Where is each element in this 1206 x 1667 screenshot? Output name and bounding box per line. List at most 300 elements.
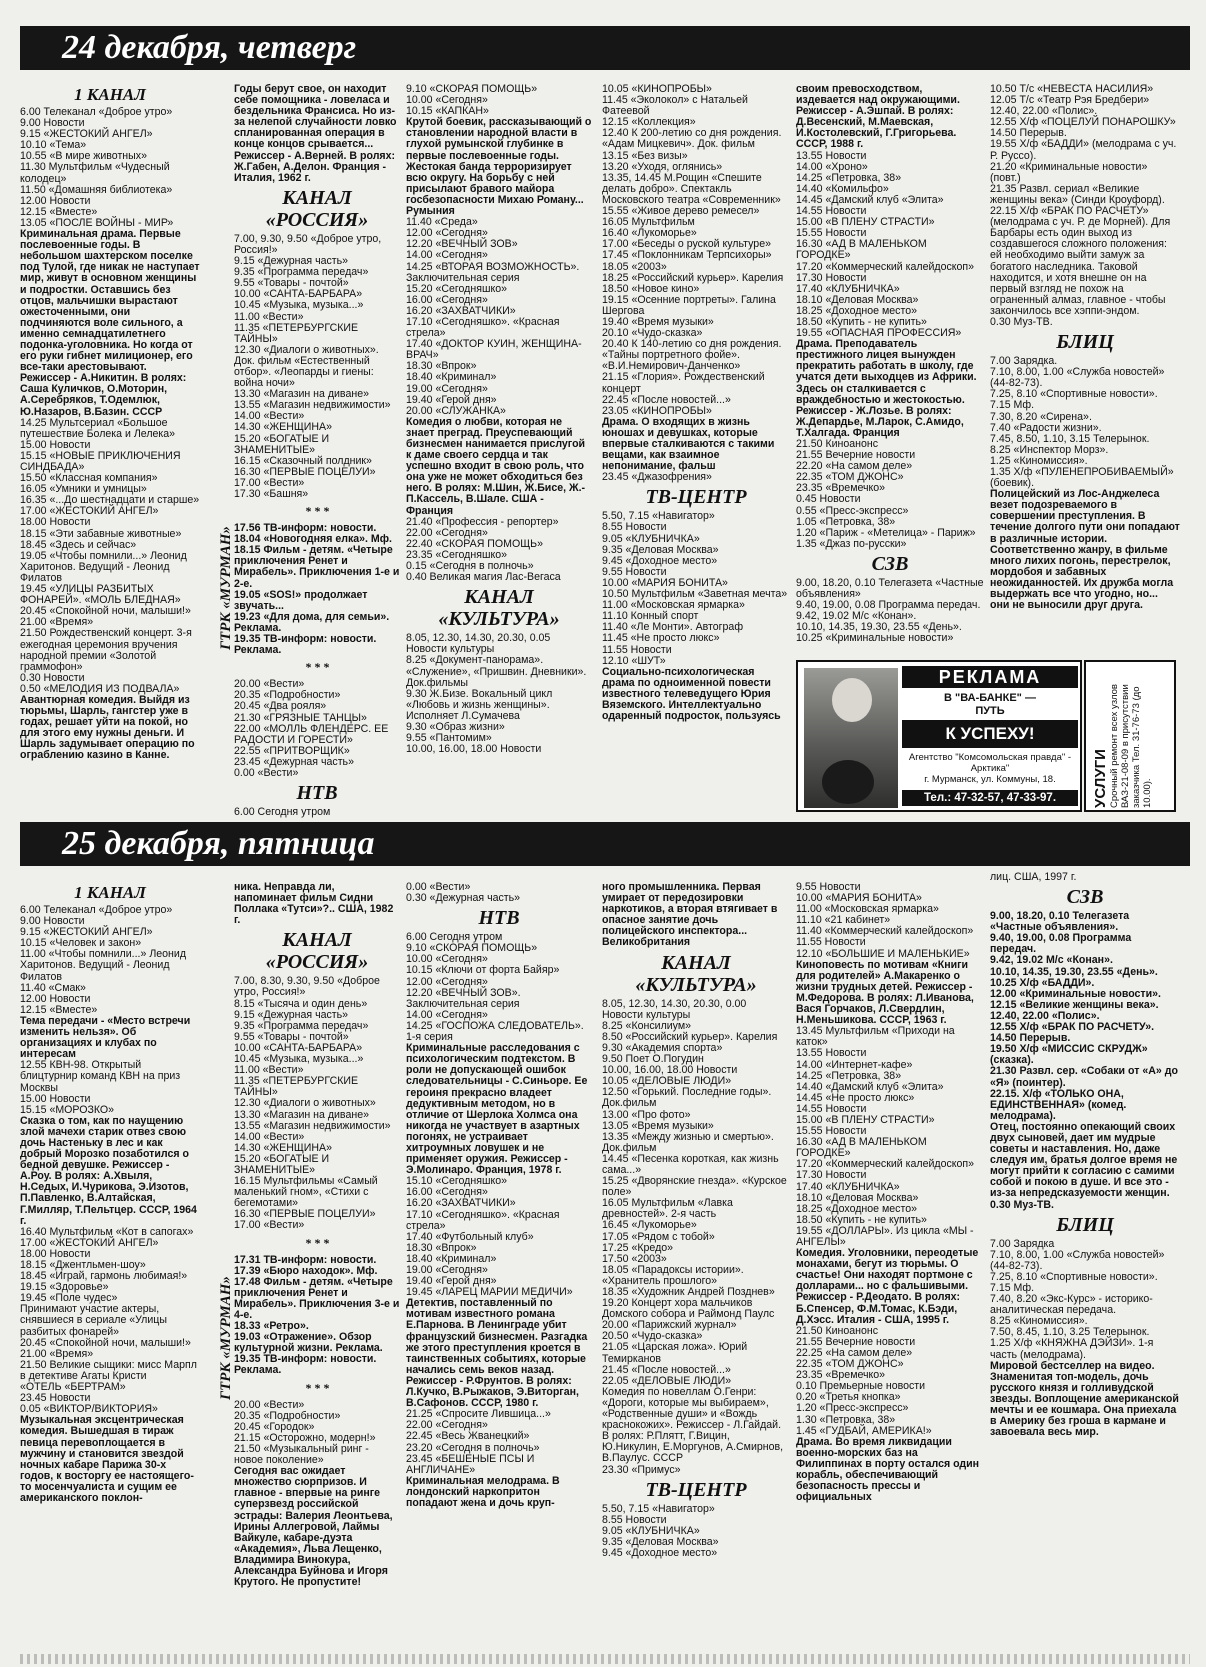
program-item: 19.00 «Сегодня»	[406, 1264, 488, 1276]
program-item: 8.50 «Российский курьер». Карелия	[602, 1030, 778, 1043]
channel-heading: НТВ	[478, 907, 520, 930]
program-item: 21.50 «Музыкальный ринг - новое поколение»	[234, 1442, 372, 1467]
program-item: 1.25 Х/ф «КНЯЖНА ДЭЙЗИ». 1-я часть (мелодрама).	[990, 1337, 1157, 1361]
program-item: 9.30 «Образ жизни»	[406, 720, 505, 733]
services-ad	[1084, 660, 1176, 812]
program-description: 12.15 «Великие женщины века».	[990, 998, 1159, 1011]
program-item: 15.25 «Дворянские гнезда». «Курское поле»	[602, 1175, 790, 1199]
program-item: 14.00 «Вести»	[234, 410, 305, 423]
program-item: 12.20 «ВЕЧНЫЙ ЗОВ». Заключительная серия	[406, 986, 524, 1010]
program-item: 1.05 «Петровка, 38»	[796, 515, 896, 528]
program-item: 12.40 К 200-летию со дня рождения. «Адам Мицкевич». Док. фильм	[602, 127, 785, 151]
program-item: 19.55 «ДОЛЛАРЫ». Из цикла «МЫ - АНГЕЛЫ»	[796, 1224, 977, 1248]
program-item: 11.40 «Ле Монти». Автограф	[602, 621, 744, 634]
program-item: 14.25 «Петровка, 38»	[796, 171, 902, 184]
channel-heading: КАНАЛ «КУЛЬТУРА»	[438, 586, 560, 631]
program-item: 0.00 «Вести»	[406, 881, 471, 893]
program-description: 18.15 Фильм - детям. «Четыре приключения Ренет и Мирабель». Приключения 1-е и 2-е.	[234, 544, 403, 590]
program-item: 13.30 «Магазин на диване»	[234, 388, 369, 401]
program-item: 18.25 «Российский курьер». Карелия	[602, 271, 784, 284]
program-item: 6.00 Телеканал «Доброе утро»	[20, 106, 173, 118]
program-item: 21.15 «Осторожно, модерн!»	[234, 1431, 376, 1444]
program-description: Сказка о том, как по наущению злой мачехи старик отвез свою дочь Настеньку в лес и как добрый Морозко позаботился о бедной девушке. Режиссер - А.Роу. В ролях: А.Хвыля, Н.Седых, И.Чурикова, Э.Изотов, П.Павленко, В.Алтайская, Г.Милляр, Т.Пельтцер. СССР, 1964 г.	[20, 1114, 200, 1227]
program-item: 22.45 «Весь Жванецкий»	[406, 1430, 530, 1443]
program-item: Комедия по новеллам О.Генри: «Дороги, которые мы выбираем», «Родственные души» и «Вождь краснокожих». Режиссер - Л.Гайдай. В ролях: Р.Плятт, Г.Вицин, Ю.Никулин, Е.Моргунов, А.Смирнов, В.Паулус. СССР	[602, 1385, 787, 1465]
program-item: 11.30 Мультфильм «Чудесный колодец»	[20, 161, 173, 185]
services-text: Срочный ремонт всех узлов ВАЗ-21-08-09 в присутствии заказчика Тел. 31-76-73 (до 10.00).	[1109, 684, 1153, 808]
program-item: 14.25 Мультсериал «Большое путешествие Болека и Лелека»	[20, 416, 176, 440]
channel-heading: 1 КАНАЛ	[74, 85, 146, 104]
program-description: Полицейский из Лос-Анджелеса везет подозреваемого в совершении преступления. В течение долгого пути они попадают в различные истории. Соответственно жанру, в фильме много лихих погонь, перестрелок, мордобоя и забавных неожиданностей. Их дружба могла выдержать все что угодно, но... они не выносили друг друга.	[990, 488, 1183, 612]
program-item: 11.50 «Домашняя библиотека»	[20, 183, 173, 196]
program-item: 0.30 «Дежурная часть»	[406, 892, 521, 905]
program-item: 10.50 Мультфильм «Заветная мечта»	[602, 588, 788, 601]
program-item: 16.00 «Сегодня»	[406, 1186, 488, 1199]
program-item: 22.20 «На самом деле»	[796, 460, 913, 473]
program-item: 10.15 «Ключи от форта Байяр»	[406, 964, 560, 977]
program-item: 9.42, 19.02 М/с «Конан».	[796, 610, 917, 623]
program-item: 11.45 «Не просто люкс»	[602, 632, 720, 645]
program-item: 0.20 «Третья кнопка»	[796, 1391, 901, 1404]
program-item: 0.30 Новости	[20, 671, 85, 684]
program-item: 12.20 «ВЕЧНЫЙ ЗОВ»	[406, 238, 518, 251]
program-item: 18.05 «2003»	[602, 260, 667, 273]
program-item: 0.10 Премьерные новости	[796, 1380, 926, 1393]
program-item: 16.30 «ПЕРВЫЕ ПОЦЕЛУИ»	[234, 465, 376, 478]
program-item: 1.35 Х/ф «ПУЛЕНЕПРОБИВАЕМЫЙ» (боевик).	[990, 466, 1177, 490]
program-item: 0.55 «Пресс-экспресс»	[796, 504, 909, 517]
day2-column-1	[20, 882, 200, 1652]
program-item: 9.30 «Академия спорта»	[602, 1041, 723, 1054]
program-item: 10.10, 14.35, 19.30, 23.55 «День».	[796, 621, 962, 634]
program-item: 21.05 «Царская ложа». Юрий Темирканов	[602, 1341, 751, 1365]
program-item: 22.45 «После новостей...»	[602, 393, 731, 406]
program-description: Сегодня вас ожидает множество сюрпризов. И главное - впервые на ринге суперзвезд российской эстрады: Валерия Леонтьева, Ирины Аллегровой, Лаймы Вайкуле, кабаре-дуэта «Академия», Льва Лещенко, Владимира Винокура, Александра Буйнова и Игоря Крутого. Не пропустите!	[234, 1465, 396, 1589]
program-item: 9.00 Новости	[20, 117, 85, 130]
program-description: Социально-психологическая драма по одноименной повести известного телеведущего Юрия Вяземского. Интеллектуально одаренный подросток, пользуясь	[602, 665, 781, 723]
program-description: Музыкальная эксцентрическая комедия. Вышедшая в тираж певица перевоплощается в мужчину и становится звездой ночных кабаре Парижа 30-х годов, к восторгу ее настоящего-то мосенчуалиста и сущим ее американского поклон-	[20, 1414, 194, 1504]
program-item: 13.05 «ПОСЛЕ ВОЙНЫ - МИР»	[20, 216, 174, 229]
program-item: 16.20 «ЗАХВАТЧИКИ»	[406, 304, 516, 317]
program-item: 9.05 «КЛУБНИЧКА»	[602, 532, 700, 545]
program-item: 9.55 Новости	[602, 565, 667, 578]
program-item: 10.15 «КАПКАН»	[406, 105, 489, 118]
day2-column-6	[990, 872, 1180, 1652]
channel-heading: КАНАЛ «РОССИЯ»	[265, 186, 369, 231]
program-item: 15.20 «БОГАТЫЕ И ЗНАМЕНИТЫЕ»	[234, 432, 333, 456]
program-item: 7.00 Зарядка.	[990, 355, 1058, 368]
program-item: 0.00 «Вести»	[234, 766, 299, 779]
program-item: 9.55 Новости	[796, 881, 861, 893]
program-item: 1.35 «Джаз по-русски»	[796, 537, 907, 550]
program-item: 16.15 «Сказочный полдник»	[234, 454, 372, 467]
program-item: 19.15 «Осенние портреты». Галина Шергова	[602, 293, 779, 317]
services-title: УСЛУГИ	[1092, 749, 1109, 808]
program-item: 12.30 «Диалоги о животных». Док. фильм «Естественный отбор». «Леопарды и гиены: война ночи»	[234, 343, 382, 390]
program-item: лиц. США, 1997 г.	[990, 871, 1077, 883]
program-description: 12.40, 22.00 «Полис».	[990, 1009, 1100, 1022]
program-item: 20.00 «СЛУЖАНКА»	[406, 404, 506, 417]
program-item: 11.00 «Вести»	[234, 310, 304, 323]
program-item: 22.55 «ПРИТВОРЩИК»	[234, 744, 350, 757]
day1-column-4	[602, 84, 790, 810]
day2-column-2	[214, 881, 403, 1652]
program-item: 9.40, 19.00, 0.08 Программа передач.	[796, 599, 981, 612]
program-item: 13.20 «Уходя, оглянись»	[602, 160, 723, 173]
program-description: 17.31 ТВ-информ: новости.	[234, 1253, 377, 1266]
program-item: 7.40 «Радости жизни».	[990, 421, 1102, 434]
program-item: 22.15 Х/ф «БРАК ПО РАСЧЕТУ» (мелодрама с уч. Р. де Морней). Для Барбары есть один выход из создавшегося сложного положения: ей необходимо выйти замуж за богатого наследника. Таковой находится, и хотя внешне он на первый взгляд не похож на ограненный алмаз, главное - чтобы закончилось все хэппи-эндом.	[990, 205, 1174, 317]
program-description: Детектив, поставленный по мотивам известного романа Е.Парнова. В Ленинграде убит французский бизнесмен. Разгадка же этого преступления кроется в таинственных событиях, которые начались семь веков назад. Режиссер - Р.Фрунтов. В ролях: Л.Кучко, В.Рыжаков, Э.Виторган, В.Сафонов. СССР, 1980 г.	[406, 1297, 591, 1410]
program-item: 10.00 «МАРИЯ БОНИТА»	[602, 576, 728, 589]
program-item: 14.00 «Сегодня»	[406, 1008, 488, 1021]
program-item: 21.00 «Время»	[20, 1347, 94, 1360]
day2-column-4	[602, 882, 790, 1652]
program-item: 12.10 «БОЛЬШИЕ И МАЛЕНЬКИЕ»	[796, 947, 970, 960]
program-item: 13.55 «Магазин недвижимости»	[234, 1119, 391, 1132]
program-item: 16.35 «...До шестнадцати и старше»	[20, 494, 200, 507]
program-item: 18.45 «Здесь и сейчас»	[20, 538, 137, 551]
program-item: 0.50 «МЕЛОДИЯ ИЗ ПОДВАЛА»	[20, 682, 180, 695]
program-item: 20.45 «Два рояля»	[234, 700, 327, 713]
program-item: 14.00 «Интернет-кафе»	[796, 1058, 913, 1071]
program-item: 7.15 Мф.	[990, 1282, 1035, 1294]
program-item: 12.55 КВН-98. Открытый блицтурнир команд КВН на приз Москвы	[20, 1059, 184, 1094]
program-item: 19.40 «Герой дня»	[406, 393, 497, 406]
program-item: 7.45, 8.50, 1.10, 3.15 Телерынок.	[990, 432, 1150, 445]
program-item: 18.30 «Впрок»	[406, 1241, 477, 1254]
program-item: 23.35 «Времечко»	[796, 482, 886, 495]
program-description: Комедия. Уголовники, переодетые монахами, бегут из тюрьмы. О счастье! Они находят портмоне с долларами... но с фальшивыми. Режиссер - Р.Деодато. В ролях: Б.Спенсер, Ф.М.Томас, К.Бэди, Д.Хэсс. Италия - США, 1995 г.	[796, 1247, 982, 1326]
program-item: 22.05 «ДЕЛОВЫЕ ЛЮДИ»	[602, 1374, 732, 1387]
program-item: 12.05 Т/с «Театр Рэя Бредбери»	[990, 94, 1150, 107]
program-item: 15.20 «БОГАТЫЕ И ЗНАМЕНИТЫЕ»	[234, 1152, 333, 1176]
channel-heading: КАНАЛ «КУЛЬТУРА»	[635, 951, 757, 996]
advertisement-block	[796, 660, 1082, 812]
program-item: 6.00 Сегодня утром	[406, 931, 503, 944]
program-item: 20.45 «Спокойной ночи, малыши!»	[20, 1336, 191, 1349]
program-description: Тема передачи - «Место встречи изменить нельзя». Об организациях и клубах по интересам	[20, 1014, 194, 1061]
program-description: 12.00 «Криминальные новости».	[990, 987, 1161, 1000]
program-item: 0.45 Новости	[796, 493, 861, 506]
day1-column-2	[214, 83, 403, 819]
program-item: 14.25 «Петровка, 38»	[796, 1069, 902, 1082]
program-item: 16.30 «АД В МАЛЕНЬКОМ ГОРОДКЕ»	[796, 1136, 930, 1160]
program-item: 15.00 «В ПЛЕНУ СТРАСТИ»	[796, 216, 935, 229]
program-item: 9.15 «Дежурная часть»	[234, 1008, 349, 1021]
program-item: 11.35 «ПЕТЕРБУРГСКИЕ ТАЙНЫ»	[234, 321, 362, 345]
program-item: 6.00 Сегодня утром	[234, 806, 331, 819]
program-item: 18.40 «Криминал»	[406, 1252, 497, 1265]
day2-column-5	[796, 882, 984, 1652]
program-description: Киноповесть по мотивам «Книги для родителей» А.Макаренко о жизни трудных детей. Режиссер - М.Федорова. В ролях: Л.Иванова, Вася Горчаков, Л.Свердлин, Н.Меньшикова. СССР, 1963 г.	[796, 958, 977, 1027]
program-item: 18.25 «Доходное место»	[796, 304, 917, 317]
program-item: 23.20 «Сегодня в полночь»	[406, 1441, 540, 1454]
program-item: 9.55 «Пантомим»	[406, 732, 492, 745]
program-item: 20.10 «Чудо-сказка»	[602, 327, 703, 340]
program-item: 12.15 «Вместе»	[20, 1003, 98, 1016]
murman-label: ГТРК «МУРМАН»	[218, 526, 234, 650]
program-item: 17.10 «Сегодняшко». «Красная стрела»	[406, 1208, 563, 1232]
program-item: 23.35 «Сегодняшко»	[406, 548, 507, 561]
program-item: 17.05 «Рядом с тобой»	[602, 1230, 715, 1243]
program-item: 11.10 Конный спорт	[602, 610, 699, 623]
program-description: 14.50 Перерыв.	[990, 1032, 1071, 1045]
program-item: 18.30 «Впрок»	[406, 360, 477, 373]
program-item: 16.05 Мультфильм	[602, 216, 695, 229]
program-item: 12.50 «Горький. Последние годы». Док.фильм	[602, 1086, 775, 1110]
program-item: 17.40 «Футбольный клуб»	[406, 1230, 534, 1243]
ad-headline: К УСПЕХУ!	[902, 720, 1078, 748]
channel-heading: БЛИЦ	[1056, 331, 1114, 354]
program-item: 18.00 Новости	[20, 516, 91, 529]
separator: * * *	[305, 504, 329, 519]
program-item: 20.45 «Спокойной ночи, малыши!»	[20, 605, 191, 618]
program-item: 22.00 «МОЛЛЬ ФЛЕНДЕРС. ЕЕ РАДОСТИ И ГОРЕСТИ»	[234, 722, 392, 746]
program-item: 7.25, 8.10 «Спортивные новости».	[990, 388, 1158, 401]
program-item: 20.40 К 140-летию со дня рождения. «Тайны портретного фойе». «В.И.Немирович-Данченко»	[602, 338, 785, 373]
program-item: 22.25 «На самом деле»	[796, 1346, 913, 1359]
separator: * * *	[305, 1380, 329, 1395]
program-item: 22.35 «ТОМ ДЖОНС»	[796, 471, 904, 484]
program-item: 19.40 «Герой дня»	[406, 1275, 497, 1288]
program-item: 22.40 «СКОРАЯ ПОМОЩЬ»	[406, 537, 543, 550]
program-item: 23.30 «Примус»	[602, 1463, 681, 1476]
program-item: 16.30 «АД В МАЛЕНЬКОМ ГОРОДКЕ»	[796, 238, 930, 262]
program-item: 20.35 «Подробности»	[234, 1409, 341, 1422]
program-item: 9.15 «Дежурная часть»	[234, 255, 349, 268]
program-item: 11.40 «Коммерческий калейдоскоп»	[796, 925, 974, 938]
program-item: 7.25, 8.10 «Спортивные новости».	[990, 1270, 1158, 1283]
program-item: 13.55 Новости	[796, 149, 867, 162]
program-item: 18.45 «Играй, гармонь любимая!»	[20, 1270, 188, 1283]
ad-line: В "ВА-БАНКЕ" — ПУТЬ	[944, 692, 1036, 717]
program-item: 9.35 «Программа передач»	[234, 266, 369, 279]
program-item: 14.30 «ЖЕНЩИНА»	[234, 1141, 332, 1154]
program-item: 7.00 Зарядка	[990, 1237, 1055, 1250]
program-description: Мировой бестселлер на видео. Знаменитая топ-модель, дочь русского князя и голливудской звезды. Воплощение американской мечты и ее кошмара. Она приехала в Америку без гроша в кармане и завоевала весь мир.	[990, 1359, 1182, 1439]
program-description: 9.42, 19.02 М/с «Конан».	[990, 954, 1113, 967]
program-description: 18.33 «Ретро».	[234, 1320, 309, 1333]
channel-heading: ТВ-ЦЕНТР	[645, 1478, 747, 1501]
program-item: 0.40 Великая магия Лас-Вегаса	[406, 571, 561, 584]
program-description: 10.10, 14.35, 19.30, 23.55 «День».	[990, 965, 1158, 978]
program-item: 15.20 «Сегодняшко»	[406, 282, 507, 295]
program-item: 14.25 «ГОСПОЖА СЛЕДОВАТЕЛЬ». 1-я серия	[406, 1019, 587, 1044]
program-item: 11.10 «21 кабинет»	[796, 914, 891, 927]
program-description: 19.50 Х/ф «МИССИС СКРУДЖ» (сказка).	[990, 1043, 1151, 1067]
program-description: Драма. Преподаватель престижного лицея вынужден прекратить работать в школу, где учатся дети выходцев из Африки. Здесь он сталкивается с враждебностью и жестокостью. Режиссер - Ж.Лозье. В ролях: Ж.Депардье, М.Ларок, С.Амидо, Т.Халгада. Франция	[796, 338, 980, 439]
program-item: 18.35 «Художник Андрей Позднев»	[602, 1286, 775, 1298]
program-item: 13.45 Мультфильм «Приходи на каток»	[796, 1025, 958, 1049]
program-description: Крутой боевик, рассказывающий о становлении народной власти в глухой румынской глубинке в первые послевоенные годы. Жестокая банда терроризирует всю округу. На борьбу с ней присылают бравого майора госбезопасности Михаю Роману... Румыния	[406, 116, 595, 218]
program-item: 11.40 «Смак»	[20, 981, 86, 994]
program-item: 13.15 «Без визы»	[602, 149, 688, 162]
program-item: 21.35 Развл. сериал «Великие женщины века» (Синди Кроуфорд).	[990, 182, 1165, 206]
program-item: 8.25 «Документ-панорама». «Служение», «Пришвин. Дневники». Док.фильмы	[406, 654, 590, 689]
separator: * * *	[305, 660, 329, 675]
program-description: Комедия о любви, которая не знает преград. Преуспевающий бизнесмен нанимается прислугой к даме своего сердца и так успешно входит в свою роль, что она уже не может обходиться без него. В ролях: М.Шин, Ж.Бисе, Ж.-П.Кассель, В.Шале. США - Франция	[406, 415, 589, 517]
program-item: 8.55 Новости	[602, 1513, 667, 1526]
program-item: 21.50 Киноанонс	[796, 1324, 879, 1337]
program-item: 21.45 «После новостей...»	[602, 1363, 731, 1376]
program-item: 11.35 «ПЕТЕРБУРГСКИЕ ТАЙНЫ»	[234, 1075, 362, 1099]
program-item: 13.05 «Время музыки»	[602, 1119, 714, 1132]
program-item: 13.00 «Про фото»	[602, 1108, 691, 1121]
program-item: 11.45 «Эколокол» с Натальей Фатеевой	[602, 94, 751, 118]
program-item: 12.00 Новости	[20, 194, 91, 207]
program-description: Отец, постоянно опекающий своих двух сыновей, дает им мудрые советы и наставления. Но, даже следуя им, братья долгое время не могут прийти к согласию с самими собой и покою в душе. И все это - из-за непредсказуемости женщин.	[990, 1120, 1181, 1200]
program-item: 7.15 Мф.	[990, 399, 1035, 412]
program-item: 1.45 «ГУДБАЙ, АМЕРИКА!»	[796, 1424, 932, 1437]
program-item: 8.05, 12.30, 14.30, 20.30, 0.00 Новости культуры	[602, 997, 750, 1021]
program-item: 15.55 «Живое дерево ремесел»	[602, 205, 760, 218]
program-item: 15.10 «Сегодняшко»	[406, 1175, 507, 1188]
program-description: 19.05 «SOS!» продолжает звучать...	[234, 588, 371, 612]
program-item: 9.50 Поет О.Погудин	[602, 1053, 704, 1066]
program-description: Авантюрная комедия. Выйдя из тюрьмы, Шарль, гангстер уже в годах, решает уйти на покой, но для этого ему нужны деньги. И Шарль задумывает операцию по ограблению казино в Канне.	[20, 693, 198, 762]
program-item: Принимают участие актеры, снявшиеся в сериале «Улицы разбитых фонарей»	[20, 1303, 170, 1338]
program-item: 13.35, 14.45 М.Рощин «Спешите делать добро». Спектакль Московского театра «Современник»	[602, 171, 781, 206]
program-description: своим превосходством, издевается над окружающими. Режиссер - А.Эшпай. В ролях: Д.Весенский, М.Маевская, И.Костолевский, Г.Григорьева. СССР, 1988 г.	[796, 83, 963, 151]
program-description: 10.25 Х/ф «БАДДИ».	[990, 976, 1095, 989]
day1-column-3	[406, 83, 595, 810]
program-item: 19.40 «Время музыки»	[602, 315, 714, 328]
program-item: 9.45 «Доходное место»	[602, 554, 718, 567]
program-item: 17.45 «Поклонникам Терпсихоры»	[602, 249, 772, 262]
program-item: 15.00 Новости	[20, 1092, 91, 1105]
program-item: 9.55 «Товары - почтой»	[234, 277, 349, 290]
program-description: 21.30 Развл. сер. «Собаки от «А» до «Я» (поинтер).	[990, 1065, 1181, 1089]
program-item: 11.00 «Вести»	[234, 1064, 304, 1077]
program-item: 17.30 Новости	[796, 1169, 867, 1182]
program-item: 21.15 «Глория». Рождественский концерт	[602, 371, 768, 395]
program-item: 8.25 «Консилиум»	[602, 1019, 692, 1032]
program-item: 5.50, 7.15 «Навигатор»	[602, 510, 715, 523]
program-item: 11.55 Новости	[796, 936, 866, 949]
program-description: 17.39 «Бюро находок». Мф.	[234, 1264, 378, 1277]
day2-column-3	[406, 882, 592, 1652]
program-item: 17.00 «Беседы о руской культуре»	[602, 238, 771, 251]
page-bottom-edge	[20, 1654, 1190, 1664]
program-item: 9.35 «Программа передач»	[234, 1019, 369, 1032]
program-description: ника. Неправда ли, напоминает фильм Сидни Поллака «Тутси»?.. США, 1982 г.	[234, 881, 397, 927]
program-item: 14.30 «ЖЕНЩИНА»	[234, 421, 332, 434]
day-banner-dec25	[20, 822, 1190, 866]
program-item: 12.40, 22.00 «Полис».	[990, 105, 1098, 118]
program-item: 22.00 «Сегодня»	[406, 1419, 488, 1432]
channel-heading: НТВ	[296, 782, 338, 805]
program-item: 11.00 «Московская ярмарка»	[602, 599, 745, 612]
program-description: 19.35 ТВ-информ: новости. Реклама.	[234, 1353, 380, 1377]
program-item: 9.10 «СКОРАЯ ПОМОЩЬ»	[406, 942, 538, 955]
ad-agency: Агентство "Комсомольская правда" - Арктика" г. Мурманск, ул. Коммуны, 18.	[908, 752, 1072, 785]
program-item: 7.50, 8.45, 1.10, 3.25 Телерынок.	[990, 1326, 1150, 1339]
program-item: 20.35 «Подробности»	[234, 689, 341, 702]
program-item: 7.10, 8.00, 1.00 «Служба новостей» (44-82-73).	[990, 366, 1168, 390]
program-item: 18.00 Новости	[20, 1247, 91, 1260]
program-item: 14.55 Новости	[796, 1102, 867, 1115]
program-item: 12.15 «Коллекция»	[602, 116, 696, 129]
program-item: 12.30 «Диалоги о животных»	[234, 1097, 376, 1110]
program-item: 16.45 «Лукоморье»	[602, 1219, 697, 1232]
program-item: 17.00 «ЖЕСТОКИЙ АНГЕЛ»	[20, 505, 159, 518]
program-item: 11.00 «Чтобы помнили...» Леонид Харитонов. Ведущий - Леонид Филатов	[20, 948, 189, 983]
program-item: 10.55 «В мире животных»	[20, 150, 147, 163]
program-item: 9.30 Ж.Бизе. Вокальный цикл «Любовь и жизнь женщины». Исполняет Л.Сумачева	[406, 687, 556, 722]
program-item: 15.15 «НОВЫЕ ПРИКЛЮЧЕНИЯ СИНДБАДА»	[20, 449, 184, 473]
ad-phone: Тел.: 47-32-57, 47-33-97.	[902, 790, 1078, 806]
program-item: 10.50 Т/с «НЕВЕСТА НАСИЛИЯ»	[990, 83, 1154, 95]
program-item: 1.20 «Пресс-экспресс»	[796, 1402, 909, 1415]
program-item: 14.40 «Комильфо»	[796, 182, 889, 195]
program-item: 11.55 Новости	[602, 643, 672, 656]
program-item: 12.55 Х/ф «ПОЦЕЛУЙ ПОНАРОШКУ»	[990, 116, 1176, 129]
program-description: Драма. О входящих в жизнь юношах и девушках, которые впервые сталкиваются с такими вещами, как взаимное непонимание, фальш	[602, 415, 778, 473]
program-item: 10.00 «МАРИЯ БОНИТА»	[796, 892, 922, 905]
program-item: 10.00, 16.00, 18.00 Новости	[406, 743, 542, 756]
program-item: 10.00 «САНТА-БАРБАРА»	[234, 288, 363, 301]
day1-column-6	[990, 83, 1183, 654]
program-item: 0.15 «Сегодня в полночь»	[406, 560, 534, 573]
program-item: 16.20 «ЗАХВАТЧИКИ»	[406, 1197, 516, 1210]
program-item: 9.15 «ЖЕСТОКИЙ АНГЕЛ»	[20, 926, 153, 939]
program-item: 14.50 Перерыв.	[990, 127, 1067, 140]
program-item: 10.10 «Тема»	[20, 139, 87, 152]
program-item: 10.00, 16.00, 18.00 Новости	[602, 1064, 738, 1077]
program-item: 7.00, 8.30, 9.30, 9.50 «Доброе утро, Россия!»	[234, 975, 383, 999]
program-item: 10.25 «Криминальные новости»	[796, 632, 954, 645]
program-item: 12.00 «Сегодня»	[406, 227, 488, 240]
channel-heading: СЗВ	[871, 552, 909, 575]
program-item: 17.20 «Коммерческий калейдоскоп»	[796, 1158, 975, 1171]
program-item: 9.05 «КЛУБНИЧКА»	[602, 1524, 700, 1537]
program-item: 17.40 «КЛУБНИЧКА»	[796, 1180, 900, 1193]
program-item: 17.20 «Коммерческий калейдоскоп»	[796, 260, 975, 273]
program-item: 12.00 «Сегодня»	[406, 975, 488, 988]
program-item: 23.45 Новости	[20, 1392, 91, 1405]
program-item: 10.15 «Человек и закон»	[20, 937, 142, 950]
program-item: 18.10 «Деловая Москва»	[796, 1191, 919, 1204]
program-item: 18.50 «Новое кино»	[602, 282, 700, 295]
program-item: 23.45 «БЕШЕНЫЕ ПСЫ И АНГЛИЧАНЕ»	[406, 1452, 538, 1476]
program-description: 9.40, 19.00, 0.08 Программа передач.	[990, 932, 1135, 956]
program-item: 13.35 «Между жизнью и смертью». Док.фильм	[602, 1130, 777, 1154]
day1-column-1	[20, 84, 203, 810]
program-item: 19.55 «ОПАСНАЯ ПРОФЕССИЯ»	[796, 327, 962, 340]
program-item: 7.30, 8.20 «Сирена».	[990, 410, 1092, 423]
day1-column-5	[796, 83, 987, 654]
program-item: 17.40 «ДОКТОР КУИН, ЖЕНЩИНА-ВРАЧ»	[406, 338, 582, 362]
program-item: 8.05, 12.30, 14.30, 20.30, 0.05 Новости культуры	[406, 632, 554, 656]
ad-title: РЕКЛАМА	[902, 666, 1078, 688]
program-item: 7.40, 8.20 «Экс-Курс» - историко-аналитическая передача.	[990, 1293, 1153, 1317]
program-item: 19.05 «Чтобы помнили...» Леонид Харитонов. Ведущий - Леонид Филатов	[20, 549, 190, 584]
program-item: 14.55 Новости	[796, 205, 867, 218]
program-item: 9.55 «Товары - почтой»	[234, 1030, 349, 1043]
program-item: 15.00 «В ПЛЕНУ СТРАСТИ»	[796, 1113, 935, 1126]
program-description: Драма. Во время ликвидации военно-морских баз на Филиппинах в порту остался один корабль, обеспечивающий безопасность прессы и официальных	[796, 1435, 983, 1504]
program-item: 5.50, 7.15 «Навигатор»	[602, 1502, 715, 1515]
program-item: «ОТЕЛЬ «БЕРТРАМ»	[20, 1381, 126, 1394]
program-item: 14.00 «Хроно»	[796, 160, 868, 173]
program-item: 19.00 «Сегодня»	[406, 382, 488, 395]
program-item: 21.55 Вечерние новости	[796, 1335, 916, 1348]
program-item: 9.00 Новости	[20, 915, 85, 928]
program-description: Криминальные расследования с психологическим подтекстом. В роли не допускающей ошибок следовательницы - С.Синьоре. Ее героиня прекрасно владеет дедуктивным методом, но в отличие от Шерлока Холмса она никогда не участвует в азартных погонях, не устраивает хитроумных ловушек и не применяет оружия. Режиссер - Э.Молинаро. Франция, 1978 г.	[406, 1042, 591, 1177]
program-item: 17.10 «Сегодняшко». «Красная стрела»	[406, 315, 563, 340]
program-item: 20.00 «Вести»	[234, 678, 305, 691]
